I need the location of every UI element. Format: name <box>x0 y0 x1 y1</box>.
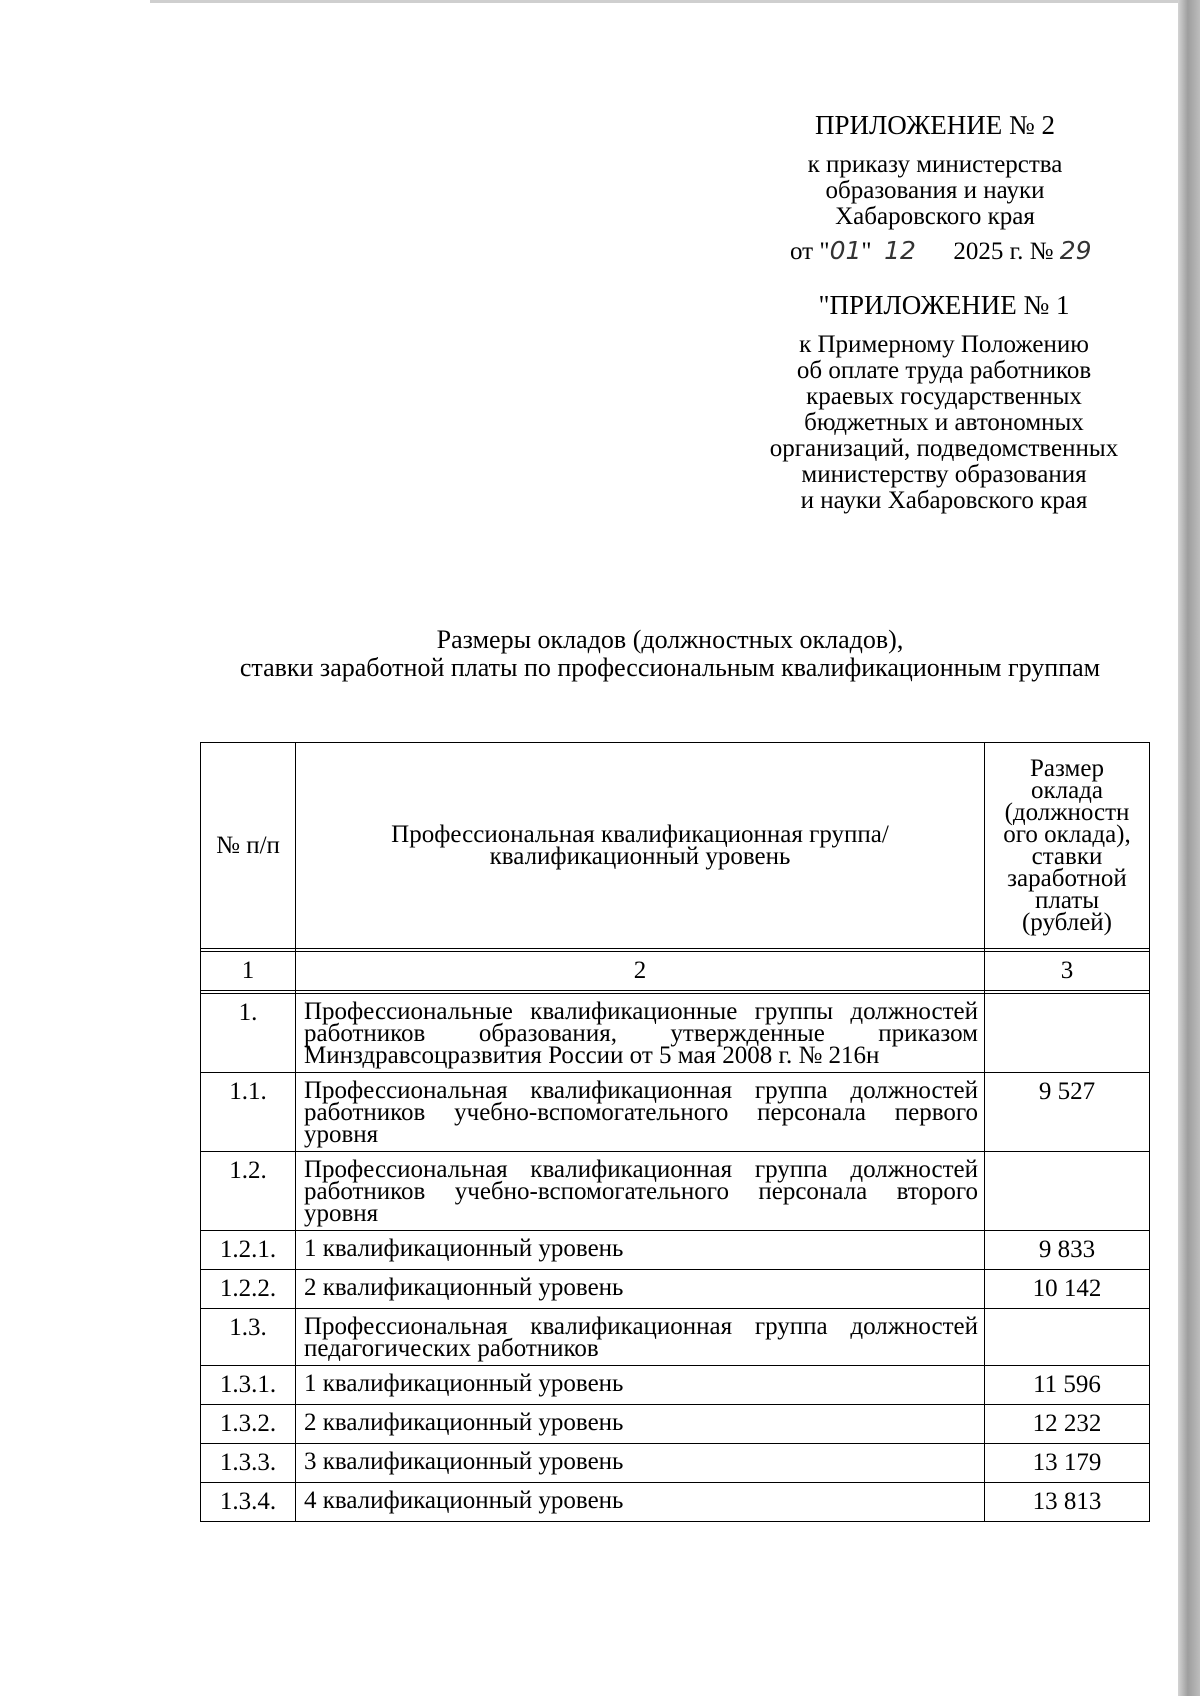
handwritten-day: 01 <box>829 236 862 265</box>
handwritten-order-number: 29 <box>1059 236 1092 265</box>
row-number: 1.3. <box>201 1309 296 1366</box>
appendix-1-line: бюджетных и автономных <box>804 409 1084 436</box>
row-salary: 9 833 <box>985 1231 1150 1270</box>
row-salary: 11 596 <box>985 1366 1150 1405</box>
header-number: № п/п <box>201 743 296 949</box>
row-number: 1.2.1. <box>201 1231 296 1270</box>
appendix-1-line: и науки Хабаровского края <box>800 487 1088 514</box>
date-prefix: от " <box>790 238 830 265</box>
document-heading <box>190 626 1150 682</box>
date-quote: " <box>861 238 872 265</box>
table-row <box>201 1231 1150 1270</box>
date-year: 2025 г. № <box>953 238 1054 265</box>
row-number: 1.2. <box>201 1152 296 1231</box>
row-name: 2 квалификационный уровень <box>296 1405 985 1444</box>
appendix-1-line: краевых государственных <box>806 383 1082 410</box>
row-number: 1.1. <box>201 1073 296 1152</box>
table-row <box>201 1152 1150 1231</box>
order-date-line <box>790 236 1092 266</box>
row-salary: 12 232 <box>985 1405 1150 1444</box>
column-number: 3 <box>985 952 1150 991</box>
appendix-1-line: к Примерному Положению <box>799 331 1089 358</box>
appendix-1-line: об оплате труда работников <box>796 357 1092 384</box>
heading-line-1: Размеры окладов (должностных окладов), <box>436 625 904 654</box>
table-row <box>201 994 1150 1073</box>
row-name: Профессиональная квалификационная группа должностей педагогических работников <box>296 1309 985 1366</box>
header-group: Профессиональная квалификационная группа/квалификационный уровень <box>296 743 985 949</box>
salary-table <box>200 742 1150 1522</box>
appendix-1-title: "ПРИЛОЖЕНИЕ № 1 <box>818 290 1070 320</box>
appendix-2-line-1: к приказу министерства <box>807 151 1063 178</box>
appendix-1-line: организаций, подведомственных <box>769 435 1119 462</box>
column-number: 2 <box>296 952 985 991</box>
row-number: 1.3.1. <box>201 1366 296 1405</box>
row-name: 4 квалификационный уровень <box>296 1483 985 1522</box>
row-salary: 13 813 <box>985 1483 1150 1522</box>
row-salary <box>985 1152 1150 1231</box>
row-number: 1.3.4. <box>201 1483 296 1522</box>
row-number: 1.3.3. <box>201 1444 296 1483</box>
table-row <box>201 1073 1150 1152</box>
row-name: 1 квалификационный уровень <box>296 1231 985 1270</box>
appendix-2-title: ПРИЛОЖЕНИЕ № 2 <box>814 110 1056 140</box>
appendix-2-header <box>740 112 1130 230</box>
row-name: 1 квалификационный уровень <box>296 1366 985 1405</box>
appendix-2-line-3: Хабаровского края <box>835 203 1035 230</box>
row-number: 1.2.2. <box>201 1270 296 1309</box>
scan-right-edge <box>1178 0 1200 1696</box>
column-number: 1 <box>201 952 296 991</box>
table-row <box>201 1444 1150 1483</box>
table-header-row <box>201 743 1150 949</box>
row-salary <box>985 994 1150 1073</box>
header-salary: Размер оклада (должностн ого оклада), ставки заработной платы (рублей) <box>985 743 1150 949</box>
appendix-1-line: министерству образования <box>801 461 1087 488</box>
appendix-2-line-2: образования и науки <box>825 177 1045 204</box>
row-name: Профессиональная квалификационная группа должностей работников учебно-вспомогательного персонала второго уровня <box>296 1152 985 1231</box>
row-salary: 13 179 <box>985 1444 1150 1483</box>
row-number: 1. <box>201 994 296 1073</box>
appendix-1-header <box>744 292 1144 514</box>
row-salary <box>985 1309 1150 1366</box>
table-row <box>201 1405 1150 1444</box>
row-name: 2 квалификационный уровень <box>296 1270 985 1309</box>
row-name: Профессиональная квалификационная группа должностей работников учебно-вспомогательного персонала первого уровня <box>296 1073 985 1152</box>
table-row <box>201 1483 1150 1522</box>
table-row <box>201 1309 1150 1366</box>
heading-line-2: ставки заработной платы по профессиональным квалификационным группам <box>239 653 1101 682</box>
column-number-row <box>201 952 1150 991</box>
row-salary: 9 527 <box>985 1073 1150 1152</box>
row-name: Профессиональные квалификационные группы должностей работников образования, утвержденные приказом Минздравсоцразвития России от 5 мая 2008 г. № 216н <box>296 994 985 1073</box>
scan-top-edge <box>150 0 1180 3</box>
table-row <box>201 1270 1150 1309</box>
table-row <box>201 1366 1150 1405</box>
row-salary: 10 142 <box>985 1270 1150 1309</box>
row-name: 3 квалификационный уровень <box>296 1444 985 1483</box>
row-number: 1.3.2. <box>201 1405 296 1444</box>
handwritten-month: 12 <box>884 236 916 265</box>
